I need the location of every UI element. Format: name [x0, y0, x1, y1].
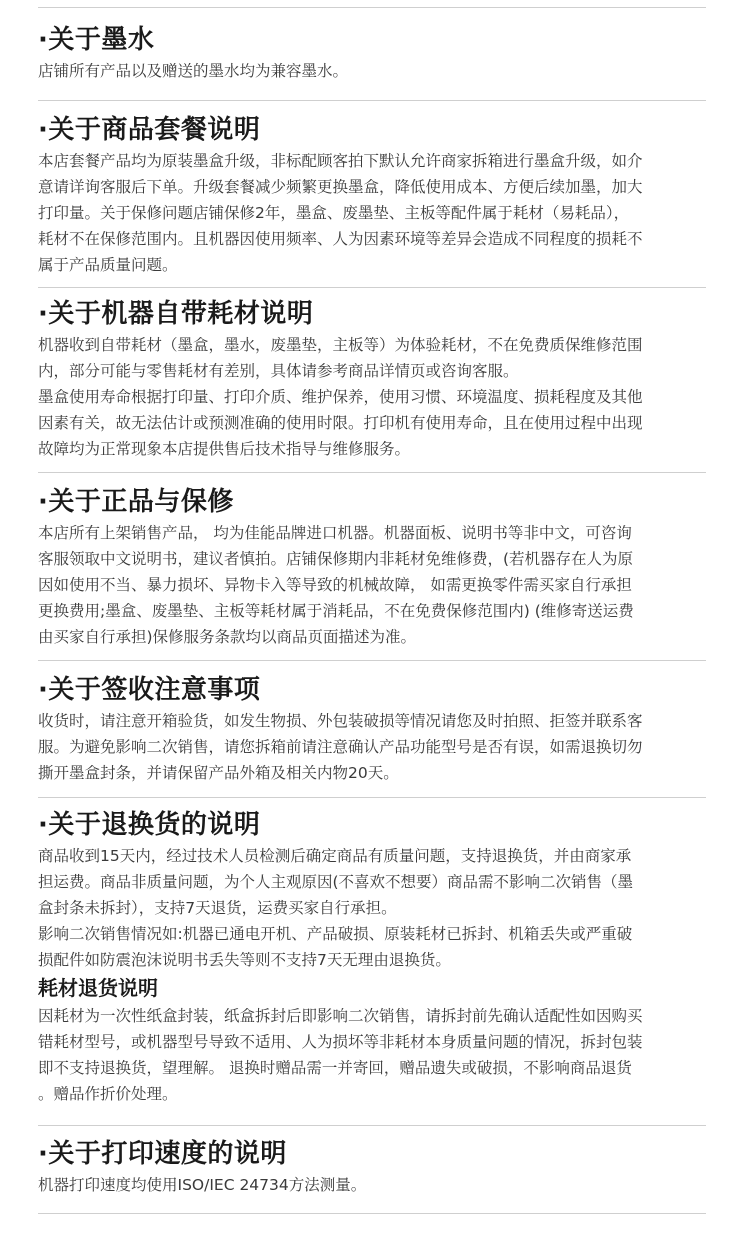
section-divider [38, 472, 706, 473]
text-line: 属于产品质量问题。 [38, 256, 178, 274]
text-line: 意请详询客服后下单。升级套餐减少频繁更换墨盒，降低使用成本、方便后续加墨，加大 [38, 178, 643, 196]
section-paragraph [38, 384, 706, 462]
text-line: 耗材不在保修范围内。且机器因使用频率、人为因素环境等差异会造成不同程度的损耗不 [38, 230, 643, 248]
section-divider [38, 797, 706, 798]
section-package [38, 112, 706, 278]
text-line: 盒封条未拆封），支持7天退货，运费买家自行承担。 [38, 899, 397, 917]
section-paragraph [38, 58, 706, 84]
text-line: 损配件如防震泡沫说明书丢失等则不支持7天无理由退换货。 [38, 951, 451, 969]
section-paragraph [38, 921, 706, 973]
text-line: 即不支持退换货，望理解。 退换时赠品需一并寄回，赠品遗失或破损，不影响商品退货 [38, 1059, 632, 1077]
text-line: 收货时，请注意开箱验货，如发生物损、外包装破损等情况请您及时拍照、拒签并联系客 [38, 712, 643, 730]
section-ink [38, 22, 706, 84]
text-line: 影响二次销售情况如:机器已通电开机、产品破损、原装耗材已拆封、机箱丢失或严重破 [38, 925, 633, 943]
section-paragraph [38, 708, 706, 786]
section-heading: ·关于商品套餐说明 [38, 115, 261, 145]
text-line: 撕开墨盒封条，并请保留产品外箱及相关内物20天。 [38, 764, 399, 782]
text-line: 墨盒使用寿命根据打印量、打印介质、维护保养，使用习惯、环境温度、损耗程度及其他 [38, 388, 643, 406]
subsection-paragraph [38, 1003, 706, 1107]
text-line: 内，部分可能与零售耗材有差别，具体请参考商品详情页或咨询客服。 [38, 362, 519, 380]
section-paragraph [38, 1172, 706, 1198]
text-line: 因耗材为一次性纸盒封装，纸盒拆封后即影响二次销售，请拆封前先确认适配性如因购买 [38, 1007, 643, 1025]
text-line: 商品收到15天内，经过技术人员检测后确定商品有质量问题，支持退换货，并由商家承 [38, 847, 632, 865]
text-line: 因如使用不当、暴力损坏、异物卡入等导致的机械故障， 如需更换零件需买家自行承担 [38, 576, 632, 594]
text-line: 由买家自行承担)保修服务条款均以商品页面描述为准。 [38, 628, 417, 646]
section-receipt [38, 672, 706, 786]
section-paragraph [38, 148, 706, 278]
section-print-speed [38, 1136, 706, 1198]
text-line: 因素有关，故无法估计或预测准确的使用时限。打印机有使用寿命，且在使用过程中出现 [38, 414, 643, 432]
text-line: 。赠品作折价处理。 [38, 1085, 178, 1103]
section-warranty [38, 484, 706, 650]
section-heading: ·关于退换货的说明 [38, 810, 261, 840]
section-consumables [38, 296, 706, 462]
section-heading: ·关于正品与保修 [38, 487, 234, 517]
text-line: 担运费。商品非质量问题，为个人主观原因(不喜欢不想要）商品需不影响二次销售（墨 [38, 873, 634, 891]
text-line: 客服领取中文说明书，建议者慎拍。店铺保修期内非耗材免维修费，(若机器存在人为原 [38, 550, 634, 568]
section-paragraph [38, 520, 706, 650]
text-line: 服。为避免影响二次销售，请您拆箱前请注意确认产品功能型号是否有误，如需退换切勿 [38, 738, 643, 756]
subsection-heading: 耗材退货说明 [38, 976, 158, 1000]
text-line: 机器打印速度均使用ISO/IEC 24734方法测量。 [38, 1176, 367, 1194]
text-line: 更换费用;墨盒、废墨垫、主板等耗材属于消耗品，不在免费保修范围内) (维修寄送运费 [38, 602, 634, 620]
text-line: 店铺所有产品以及赠送的墨水均为兼容墨水。 [38, 62, 349, 80]
section-divider [38, 1213, 706, 1214]
section-paragraph [38, 332, 706, 384]
text-line: 本店套餐产品均为原装墨盒升级，非标配顾客拍下默认允许商家拆箱进行墨盒升级，如介 [38, 152, 643, 170]
section-divider [38, 660, 706, 661]
text-line: 机器收到自带耗材（墨盒，墨水，废墨垫，主板等）为体验耗材，不在免费质保维修范围 [38, 336, 643, 354]
section-heading: ·关于墨水 [38, 25, 155, 55]
text-line: 错耗材型号，或机器型号导致不适用、人为损坏等非耗材本身质量问题的情况，拆封包装 [38, 1033, 643, 1051]
section-returns [38, 807, 706, 1107]
section-divider [38, 287, 706, 288]
text-line: 故障均为正常现象本店提供售后技术指导与维修服务。 [38, 440, 411, 458]
top-divider [38, 7, 706, 8]
section-divider [38, 100, 706, 101]
section-heading: ·关于打印速度的说明 [38, 1139, 287, 1169]
section-heading: ·关于签收注意事项 [38, 675, 261, 705]
section-divider [38, 1125, 706, 1126]
text-line: 打印量。关于保修问题店铺保修2年，墨盒、废墨垫、主板等配件属于耗材（易耗品）， [38, 204, 630, 222]
text-line: 本店所有上架销售产品， 均为佳能品牌进口机器。机器面板、说明书等非中文，可咨询 [38, 524, 632, 542]
section-paragraph [38, 843, 706, 921]
section-heading: ·关于机器自带耗材说明 [38, 299, 314, 329]
